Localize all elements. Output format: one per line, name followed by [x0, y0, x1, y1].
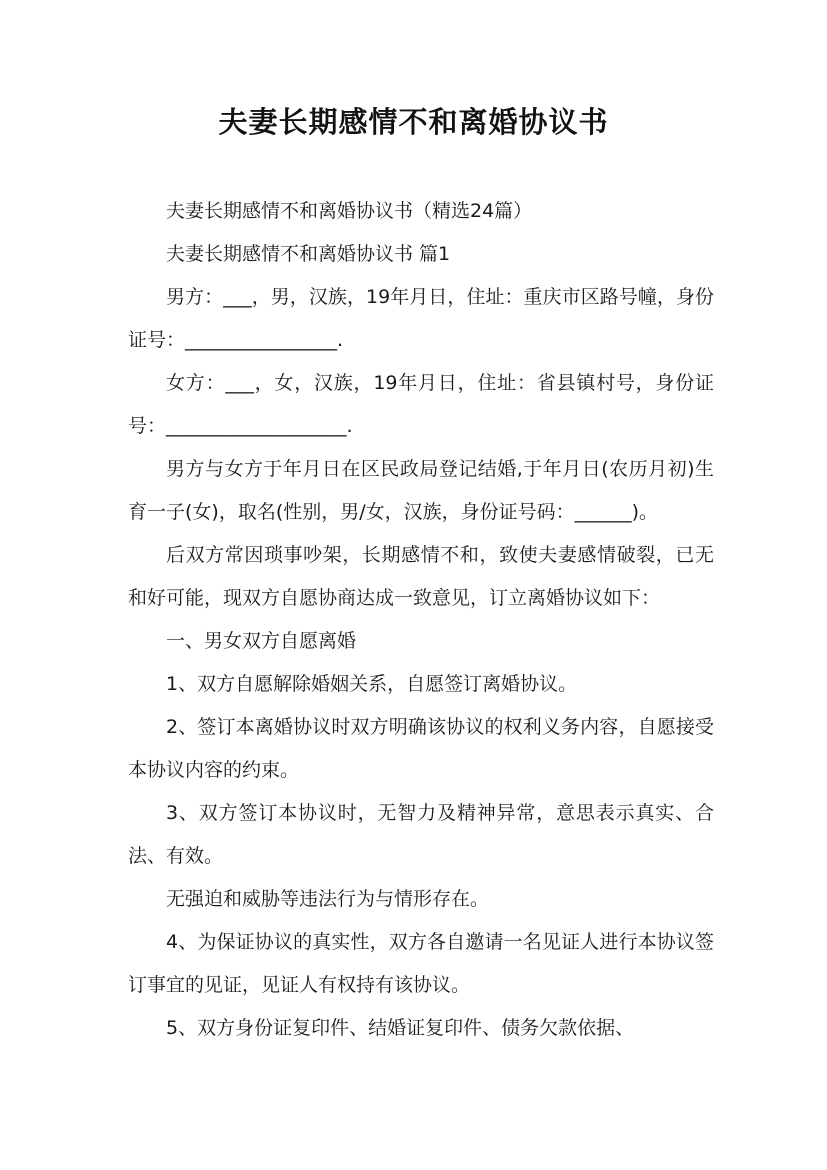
- paragraph-marriage-info: 男方与女方于年月日在区民政局登记结婚,于年月日(农历月初)生育一子(女)，取名(性别，男/女，汉族，身份证号码：______)。: [128, 458, 714, 523]
- paragraph-clause-5: 5、双方身份证复印件、结婚证复印件、债务欠款依据、: [166, 1017, 635, 1039]
- paragraph-clause-2: 2、签订本离婚协议时双方明确该协议的权利义务内容，自愿接受本协议内容的约束。: [128, 716, 714, 781]
- paragraph-clause-1: 1、双方自愿解除婚姻关系，自愿签订离婚协议。: [166, 673, 578, 695]
- document-title: 夫妻长期感情不和离婚协议书: [218, 105, 609, 139]
- paragraph-subtitle: 夫妻长期感情不和离婚协议书（精选24篇）: [166, 200, 533, 222]
- paragraph-clause-heading: 一、男女双方自愿离婚: [166, 630, 357, 652]
- paragraph-female-party: 女方：___，女，汉族，19年月日，住址：省县镇村号，身份证号：___________________.: [128, 372, 714, 437]
- paragraph-reason: 后双方常因琐事吵架，长期感情不和，致使夫妻感情破裂，已无和好可能，现双方自愿协商达成一致意见，订立离婚协议如下：: [128, 544, 714, 609]
- paragraph-male-party: 男方：___，男，汉族，19年月日，住址：重庆市区路号幢，身份证号：________________.: [128, 286, 714, 351]
- document-body: [128, 190, 714, 1050]
- paragraph-clause-3: 3、双方签订本协议时，无智力及精神异常，意思表示真实、合法、有效。: [128, 802, 714, 867]
- paragraph-clause-3-note: 无强迫和威胁等违法行为与情形存在。: [166, 888, 490, 910]
- paragraph-clause-4: 4、为保证协议的真实性，双方各自邀请一名见证人进行本协议签订事宜的见证，见证人有权持有该协议。: [128, 931, 714, 996]
- paragraph-section-heading: 夫妻长期感情不和离婚协议书 篇1: [166, 243, 451, 265]
